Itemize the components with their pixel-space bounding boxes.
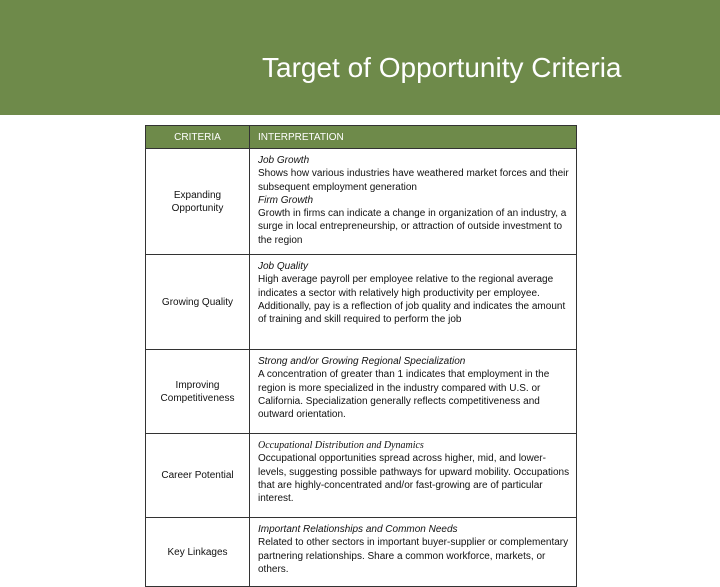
interpretation-subtitle: Occupational Distribution and Dynamics — [258, 440, 424, 451]
interpretation-text: A concentration of greater than 1 indicates that employment in the region is more specialized in the industry compared with U.S. or California. Specialization generally reflects competitiveness and outward orientation. — [258, 369, 550, 421]
table-row — [146, 350, 577, 434]
interpretation-cell — [250, 255, 577, 350]
interpretation-subtitle: Firm Growth — [258, 194, 313, 206]
interpretation-text: Shows how various industries have weathered market forces and their subsequent employment generation — [258, 168, 569, 193]
interpretation-cell — [250, 518, 577, 587]
interpretation-column-header: INTERPRETATION — [250, 126, 577, 149]
interpretation-text: Occupational opportunities spread across higher, mid, and lower-levels, suggesting possible pathways for upward mobility. Occupations that are highly-concentrated and/or fast-growing are of particular interest. — [258, 453, 570, 505]
table-row — [146, 434, 577, 518]
criteria-cell: Key Linkages — [146, 518, 250, 587]
table-row — [146, 149, 577, 255]
table-header-row — [146, 126, 577, 149]
table-row — [146, 518, 577, 587]
interpretation-subtitle: Important Relationships and Common Needs — [258, 524, 458, 535]
criteria-cell: Growing Quality — [146, 255, 250, 350]
slide-title: Target of Opportunity Criteria — [262, 52, 622, 83]
interpretation-cell — [250, 350, 577, 434]
interpretation-subtitle: Job Quality — [258, 261, 309, 272]
interpretation-cell — [250, 149, 577, 255]
criteria-cell: Expanding Opportunity — [146, 149, 250, 255]
interpretation-cell — [250, 434, 577, 518]
criteria-cell: Career Potential — [146, 434, 250, 518]
criteria-table — [145, 125, 577, 587]
table-row — [146, 255, 577, 350]
criteria-column-header: CRITERIA — [146, 126, 250, 149]
interpretation-text: Growth in firms can indicate a change in organization of an industry, a surge in local entrepreneurship, or attraction of outside investment to the region — [258, 208, 567, 246]
criteria-cell: Improving Competitiveness — [146, 350, 250, 434]
interpretation-subtitle: Job Growth — [258, 155, 310, 166]
interpretation-text: High average payroll per employee relative to the regional average indicates a sector with relatively high productivity per employee. Additionally, pay is a reflection of job quality and indicates the amount of training and skill required to perform the job — [258, 274, 566, 326]
interpretation-subtitle: Strong and/or Growing Regional Specialization — [258, 356, 466, 367]
interpretation-text: Related to other sectors in important buyer-supplier or complementary partnering relationships. Share a common workforce, markets, or others. — [258, 537, 569, 575]
